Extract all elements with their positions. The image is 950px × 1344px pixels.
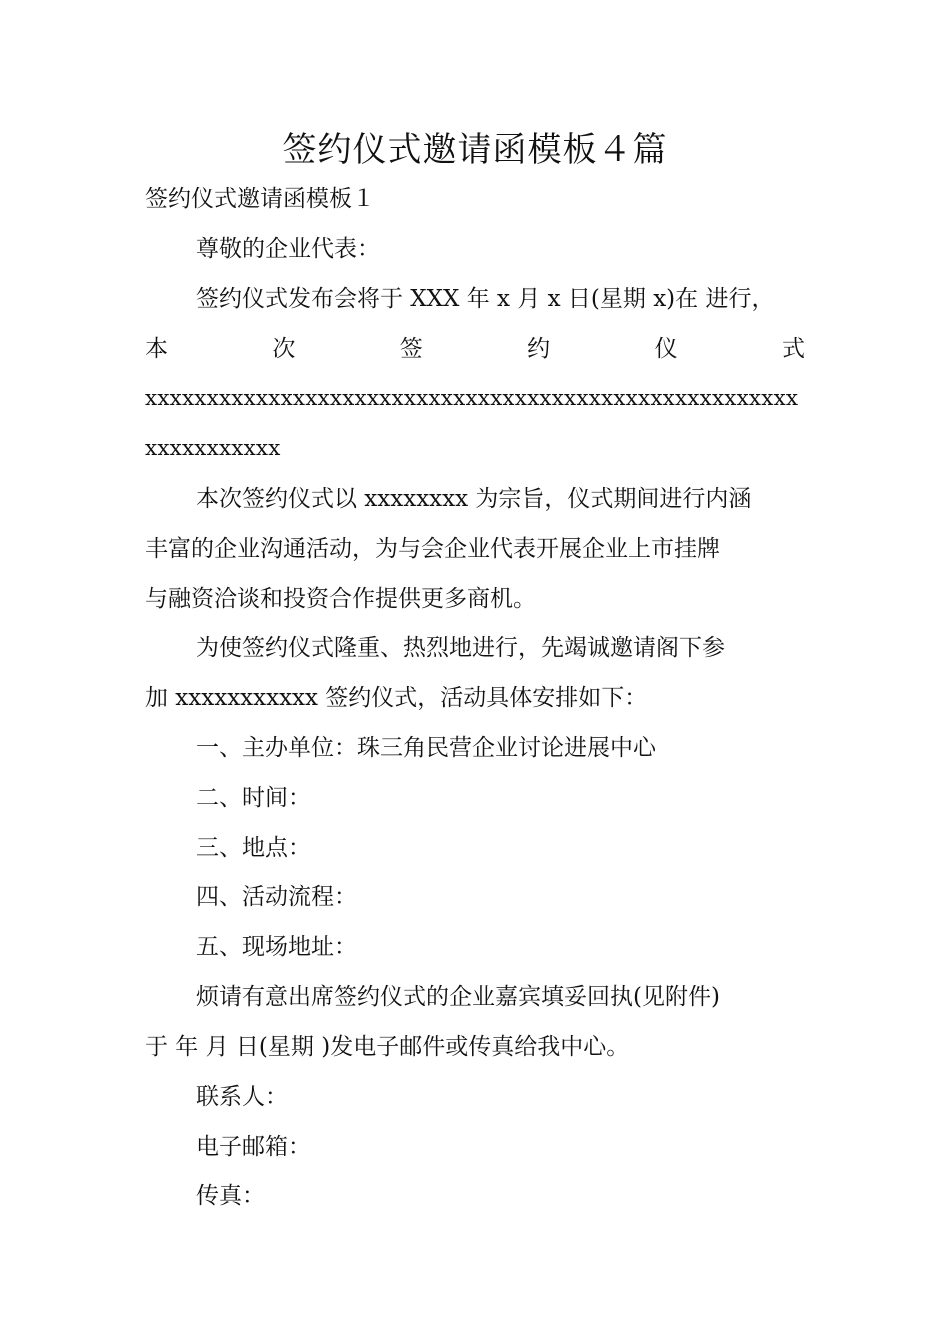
paragraph-3-line-2: 加 xxxxxxxxxxx 签约仪式，活动具体安排如下： — [145, 685, 648, 711]
spread-char: 签 — [399, 336, 423, 362]
list-item-time: 二、时间： — [196, 785, 311, 811]
paragraph-1-line-2 — [145, 332, 805, 366]
list-item-address: 五、现场地址： — [196, 934, 357, 960]
contact-person-label: 联系人： — [196, 1084, 288, 1110]
paragraph-1-line-4: xxxxxxxxxxx — [145, 436, 281, 461]
paragraph-1-line-3: xxxxxxxxxxxxxxxxxxxxxxxxxxxxxxxxxxxxxxxxxxxxxxxxxxxxx — [145, 386, 799, 411]
subtitle: 签约仪式邀请函模板１ — [145, 186, 375, 212]
document-title: 签约仪式邀请函模板４篇 — [282, 130, 668, 170]
list-item-organizer: 一、主办单位：珠三角民营企业讨论进展中心 — [196, 735, 656, 761]
email-label: 电子邮箱： — [196, 1134, 311, 1160]
spread-char: 约 — [527, 336, 551, 362]
paragraph-1-line-1: 签约仪式发布会将于 XXX 年 x 月 x 日(星期 x)在 进行， — [196, 286, 775, 312]
paragraph-4-line-2: 于 年 月 日(星期 )发电子邮件或传真给我中心。 — [145, 1034, 630, 1060]
paragraph-3-line-1: 为使签约仪式隆重、热烈地进行，先竭诚邀请阁下参 — [196, 635, 725, 661]
spread-char: 式 — [781, 336, 805, 362]
paragraph-2-line-1: 本次签约仪式以 xxxxxxxx 为宗旨，仪式期间进行内涵 — [196, 486, 752, 512]
paragraph-2-line-3: 与融资洽谈和投资合作提供更多商机。 — [145, 586, 536, 612]
paragraph-2-line-2: 丰富的企业沟通活动，为与会企业代表开展企业上市挂牌 — [145, 536, 720, 562]
list-item-location: 三、地点： — [196, 835, 311, 861]
spread-char: 次 — [272, 336, 296, 362]
list-item-process: 四、活动流程： — [196, 884, 357, 910]
spread-char: 本 — [145, 336, 168, 362]
salutation: 尊敬的企业代表： — [196, 236, 380, 262]
spread-char: 仪 — [654, 336, 678, 362]
fax-label: 传真： — [196, 1183, 265, 1209]
paragraph-4-line-1: 烦请有意出席签约仪式的企业嘉宾填妥回执(见附件) — [196, 984, 720, 1010]
